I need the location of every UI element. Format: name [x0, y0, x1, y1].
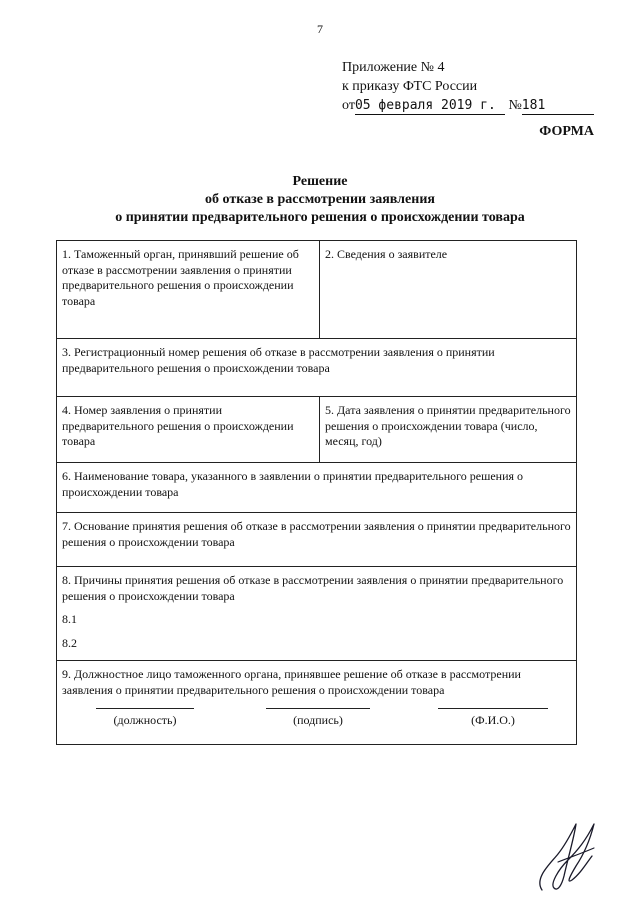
field-application-date: 5. Дата заявления о принятии предварительного решения о происхождении товара (число, месяц, год) — [325, 403, 571, 448]
table-row — [57, 567, 576, 661]
field-customs-authority: 1. Таможенный орган, принявший решение об отказе в рассмотрении заявления о принятии предварительного решения о происхождении товара — [57, 241, 320, 338]
table-row — [57, 513, 576, 567]
name-caption: (Ф.И.О.) — [471, 713, 515, 727]
position-blank-line — [96, 708, 194, 711]
order-number: 181 — [522, 98, 594, 115]
field-applicant-info: 2. Сведения о заявителе — [325, 247, 448, 261]
date-prefix: от — [342, 98, 355, 113]
table-row — [57, 463, 576, 513]
table-row — [57, 241, 576, 339]
position-caption: (должность) — [113, 713, 177, 727]
reason-item-8-1: 8.1 — [62, 612, 77, 626]
title-line-1: Решение — [292, 174, 348, 189]
official-label: 9. Должностное лицо таможенного органа, принявшее решение об отказе в рассмотрении заявления о принятии предварительного решения о происхождении товара — [62, 667, 521, 697]
field-responsible-official — [57, 661, 576, 744]
appendix-date-line — [342, 96, 594, 115]
name-slot — [438, 708, 548, 729]
appendix-block — [342, 58, 594, 115]
table-row — [57, 339, 576, 397]
field-refusal-basis: 7. Основание принятия решения об отказе в рассмотрении заявления о принятии предварительного решения о происхождении товара — [62, 519, 571, 549]
title-line-2: об отказе в рассмотрении заявления — [205, 192, 435, 207]
field-refusal-reasons — [57, 567, 576, 660]
appendix-title: Приложение № 4 — [342, 60, 445, 75]
table-row — [57, 661, 576, 744]
number-prefix: № — [508, 98, 522, 113]
refusal-reasons-label: 8. Причины принятия решения об отказе в рассмотрении заявления о принятии предварительного решения о происхождении товара — [62, 573, 564, 603]
document-title — [0, 173, 640, 227]
position-slot — [96, 708, 194, 729]
decision-form-table — [56, 240, 577, 745]
page-number: 7 — [317, 22, 323, 36]
field-application-number: 4. Номер заявления о принятии предварительного решения о происхождении товара — [57, 397, 320, 462]
appendix-order-ref: к приказу ФТС России — [342, 79, 478, 94]
signature-blank-line — [266, 708, 370, 711]
field-goods-name: 6. Наименование товара, указанного в заявлении о принятии предварительного решения о происхождении товара — [62, 469, 524, 499]
handwritten-signature — [528, 818, 608, 898]
reason-item-8-2: 8.2 — [62, 635, 77, 650]
signature-row — [62, 704, 571, 744]
signature-slot — [266, 708, 370, 729]
order-date: 05 февраля 2019 г. — [355, 98, 505, 115]
form-label: ФОРМА — [539, 124, 594, 139]
name-blank-line — [438, 708, 548, 711]
title-line-3: о принятии предварительного решения о происхождении товара — [115, 210, 525, 225]
field-registration-number: 3. Регистрационный номер решения об отказе в рассмотрении заявления о принятии предварительного решения о происхождении товара — [62, 345, 495, 375]
signature-caption: (подпись) — [293, 713, 343, 727]
table-row — [57, 397, 576, 463]
